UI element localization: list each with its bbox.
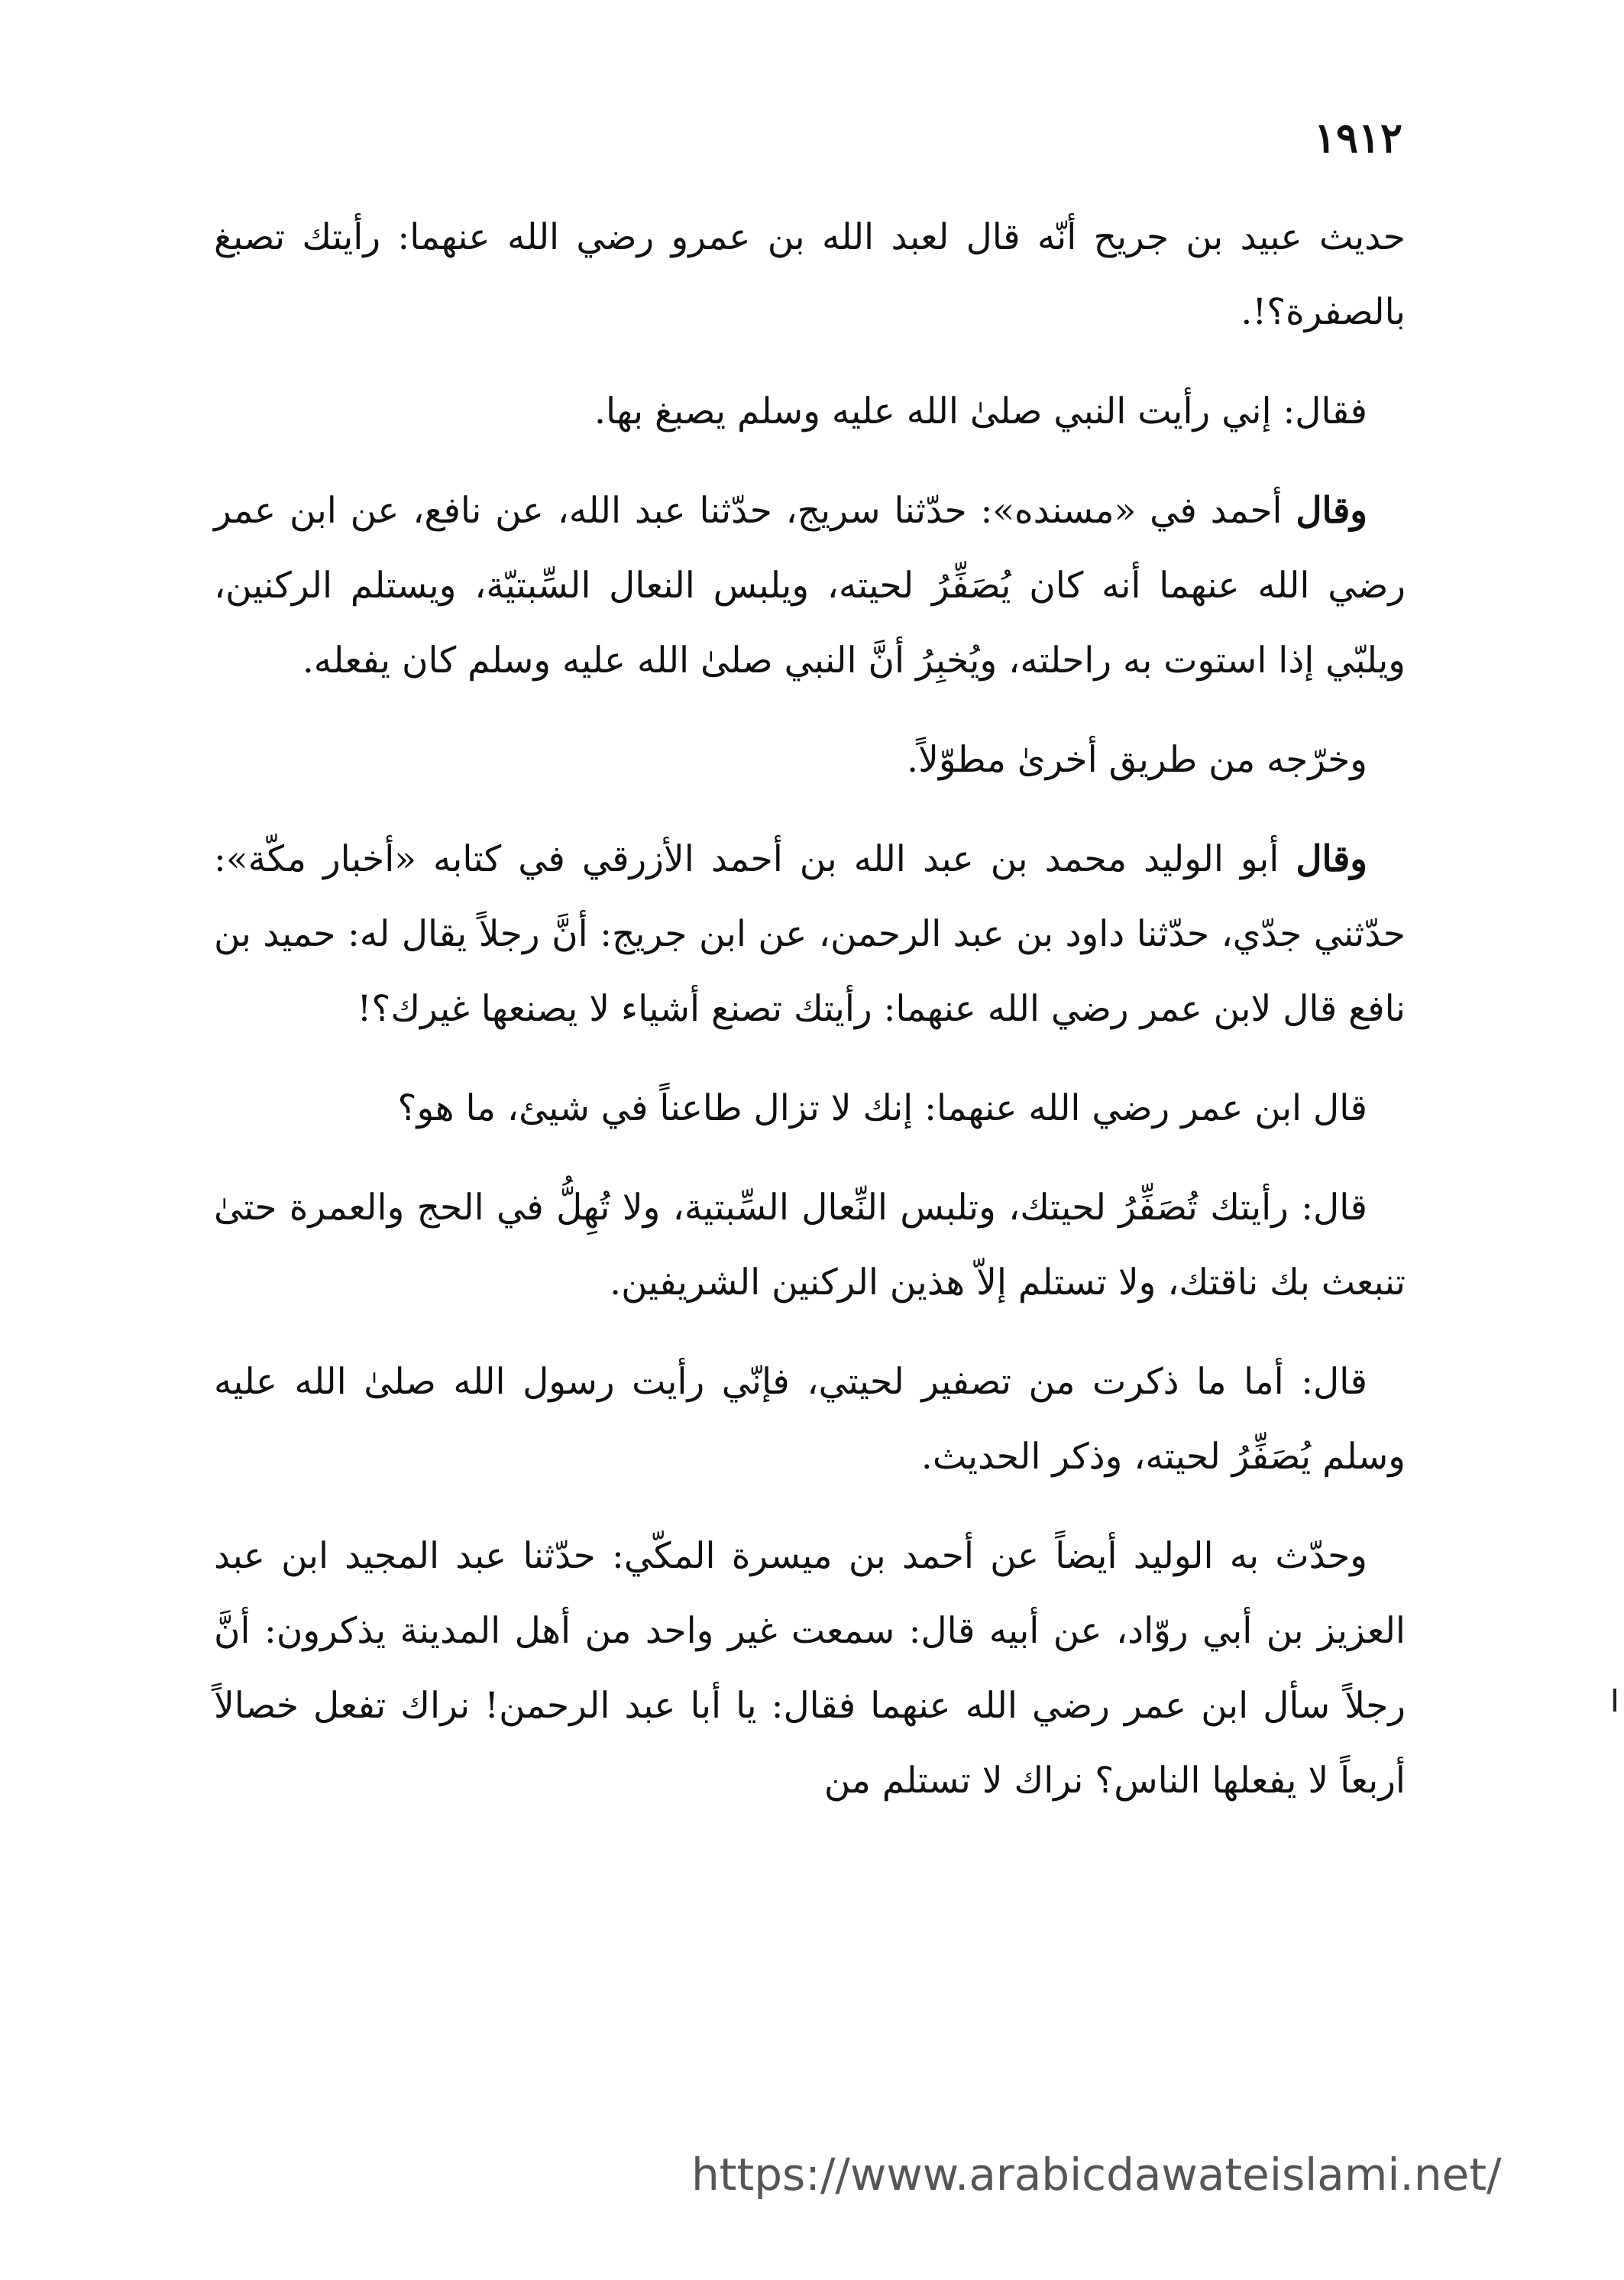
- paragraph-8: [214, 1345, 1406, 1495]
- paragraph-3: [214, 474, 1406, 698]
- paragraph-text: فقال: إني رأيت النبي صلىٰ الله عليه وسلم يصبغ بها.: [594, 390, 1367, 432]
- paragraph-text: وحدّث به الوليد أيضاً عن أحمد بن ميسرة المكّي: حدّثنا عبد المجيد ابن عبد العزيز بن أبي روّاد، عن أبيه قال: سمعت غير واحد من أهل المدينة يذكرون: أنَّ رجلاً سأل ابن عمر رضي الله عنهما فقال: يا أبا عبد الرحمن! نراك تفعل خصالاً أربعاً لا يفعلها الناس؟ نراك لا تستلم من: [214, 1535, 1406, 1802]
- paragraph-4: [214, 723, 1406, 798]
- paragraph-text: وخرّجه من طريق أخرىٰ مطوّلاً.: [907, 739, 1367, 781]
- paragraph-1: [214, 200, 1406, 350]
- paragraph-6: [214, 1071, 1406, 1146]
- paragraph-text: قال: رأيتك تُصَفِّرُ لحيتك، وتلبس النِّعال السِّبتية، ولا تُهِلُّ في الحج والعمرة حتىٰ تنبعث بك ناقتك، ولا تستلم إلاّ هذين الركنين الشريفين.: [214, 1187, 1406, 1304]
- paragraph-lead-word: وقال: [1296, 490, 1367, 532]
- watermark-url: https://www.arabicdawateislami.net/: [691, 2149, 1502, 2201]
- paragraph-lead-word: وقال: [1296, 838, 1367, 880]
- paragraph-text: قال: أما ما ذكرت من تصفير لحيتي، فإنّي رأيت رسول الله صلىٰ الله عليه وسلم يُصَفِّرُ لحيته، وذكر الحديث.: [214, 1361, 1406, 1478]
- paragraph-9: [214, 1519, 1406, 1818]
- paragraph-text: حديث عبيد بن جريح أنّه قال لعبد الله بن عمرو رضي الله عنهما: رأيتك تصبغ بالصفرة؟!.: [214, 216, 1406, 333]
- paragraph-text: أحمد في «مسنده»: حدّثنا سريج، حدّثنا عبد الله، عن نافع، عن ابن عمر رضي الله عنهما أنه كان يُصَفِّرُ لحيته، ويلبس النعال السِّبتيّة، ويستلم الركنين، ويلبّي إذا استوت به راحلته، ويُخبِرُ أنَّ النبي صلىٰ الله عليه وسلم كان يفعله.: [214, 490, 1406, 682]
- paragraph-5: [214, 822, 1406, 1047]
- paragraph-7: [214, 1171, 1406, 1320]
- paragraph-text: أبو الوليد محمد بن عبد الله بن أحمد الأزرقي في كتابه «أخبار مكّة»: حدّثني جدّي، حدّثنا داود بن عبد الرحمن، عن ابن جريج: أنَّ رجلاً يقال له: حميد بن نافع قال لابن عمر رضي الله عنهما: رأيتك تصنع أشياء لا يصنعها غيرك؟!: [214, 838, 1406, 1030]
- paragraph-2: [214, 374, 1406, 449]
- page-body: [214, 200, 1406, 1843]
- page-edge-mark: [1613, 1689, 1616, 1712]
- paragraph-text: قال ابن عمر رضي الله عنهما: إنك لا تزال طاعناً في شيئ، ما هو؟: [397, 1087, 1367, 1129]
- page-number: ١٩١٢: [1313, 113, 1402, 162]
